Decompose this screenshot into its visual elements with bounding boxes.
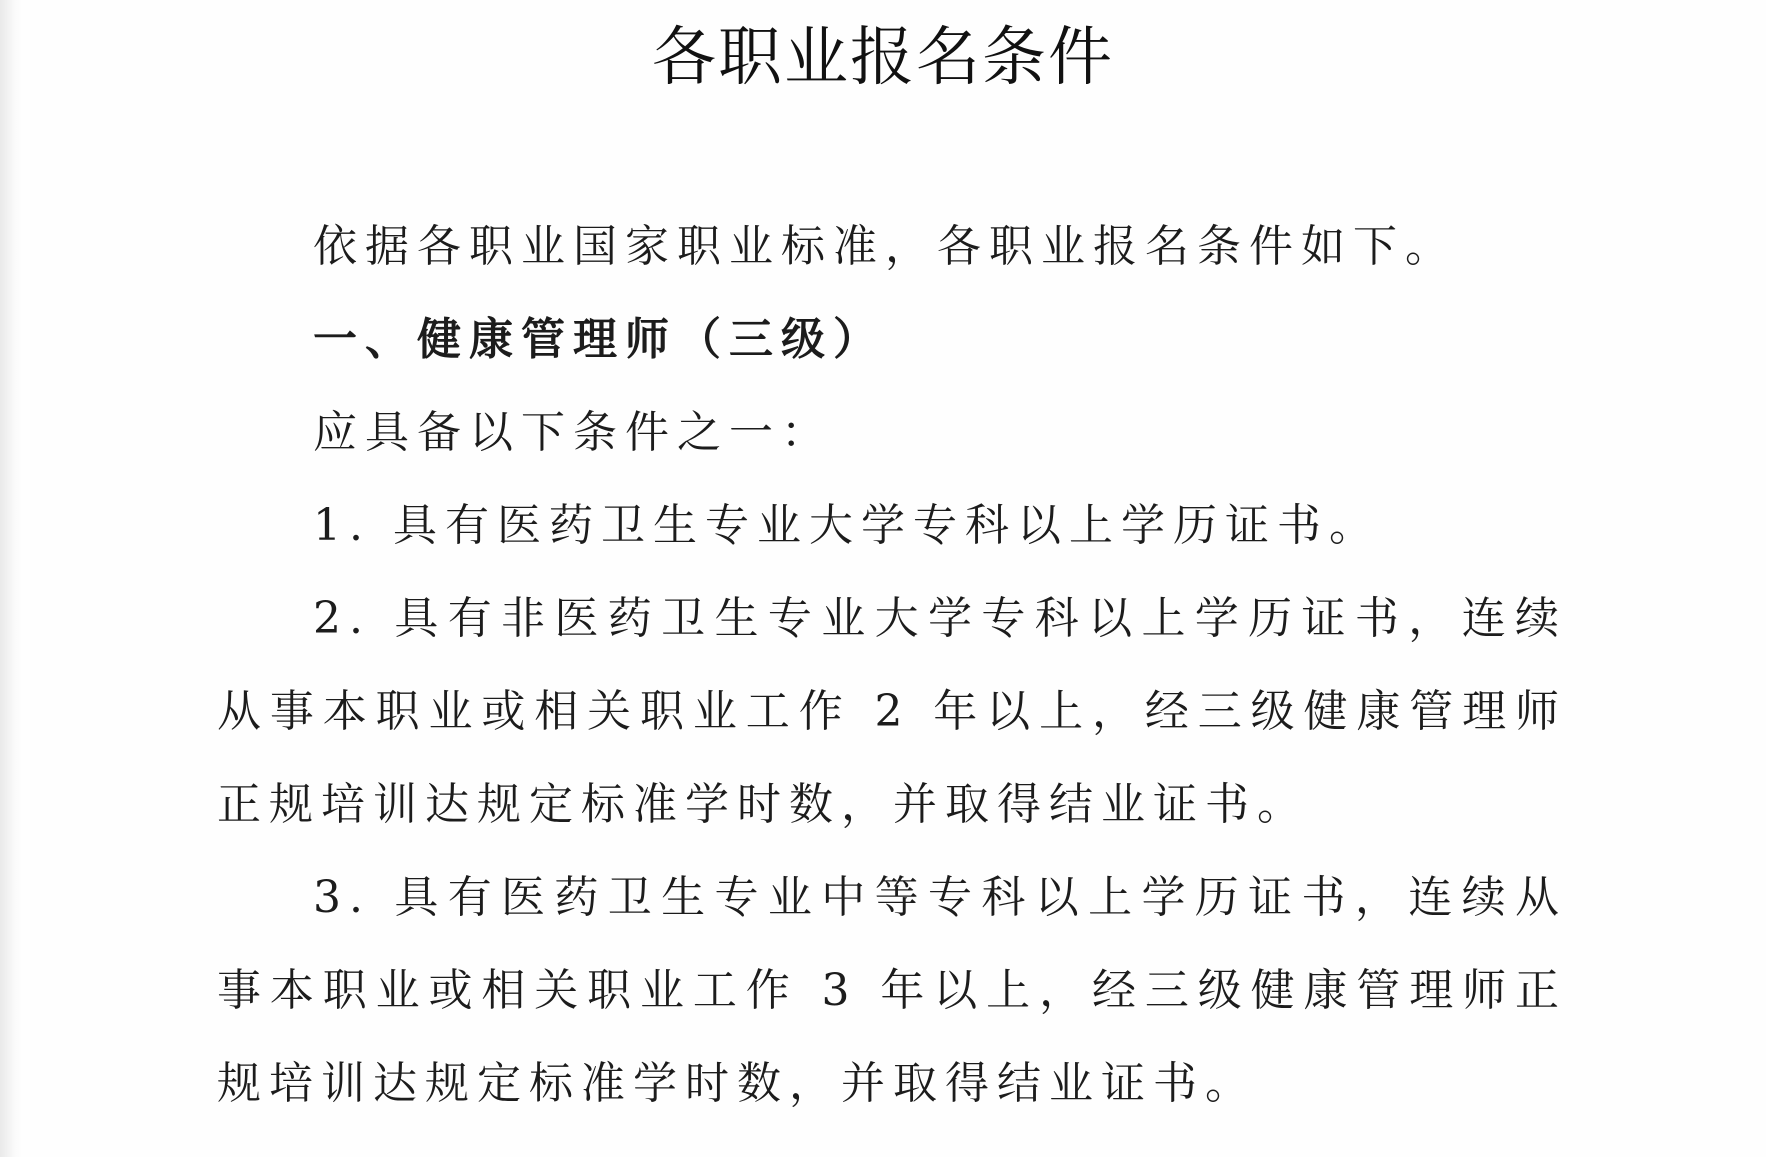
section-heading: 一、健康管理师（三级） [313,314,885,365]
intro-paragraph: 依据各职业国家职业标准，各职业报名条件如下。 [313,221,1457,272]
document-body [217,200,1567,1130]
scan-edge-shadow [0,0,22,1157]
condition-item-1: 1. 具有医药卫生专业大学专科以上学历证书。 [313,500,1381,551]
condition-item-3: 3. 具有医药卫生专业中等专科以上学历证书，连续从事本职业或相关职业工作 3 年以上，经三级健康管理师正规培训达规定标准学时数，并取得结业证书。 [217,872,1567,1109]
document-title: 各职业报名条件 [652,21,1114,95]
condition-item-2: 2. 具有非医药卫生专业大学专科以上学历证书，连续从事本职业或相关职业工作 2 年以上，经三级健康管理师正规培训达规定标准学时数，并取得结业证书。 [217,593,1567,830]
condition-lead: 应具备以下条件之一： [313,407,833,458]
